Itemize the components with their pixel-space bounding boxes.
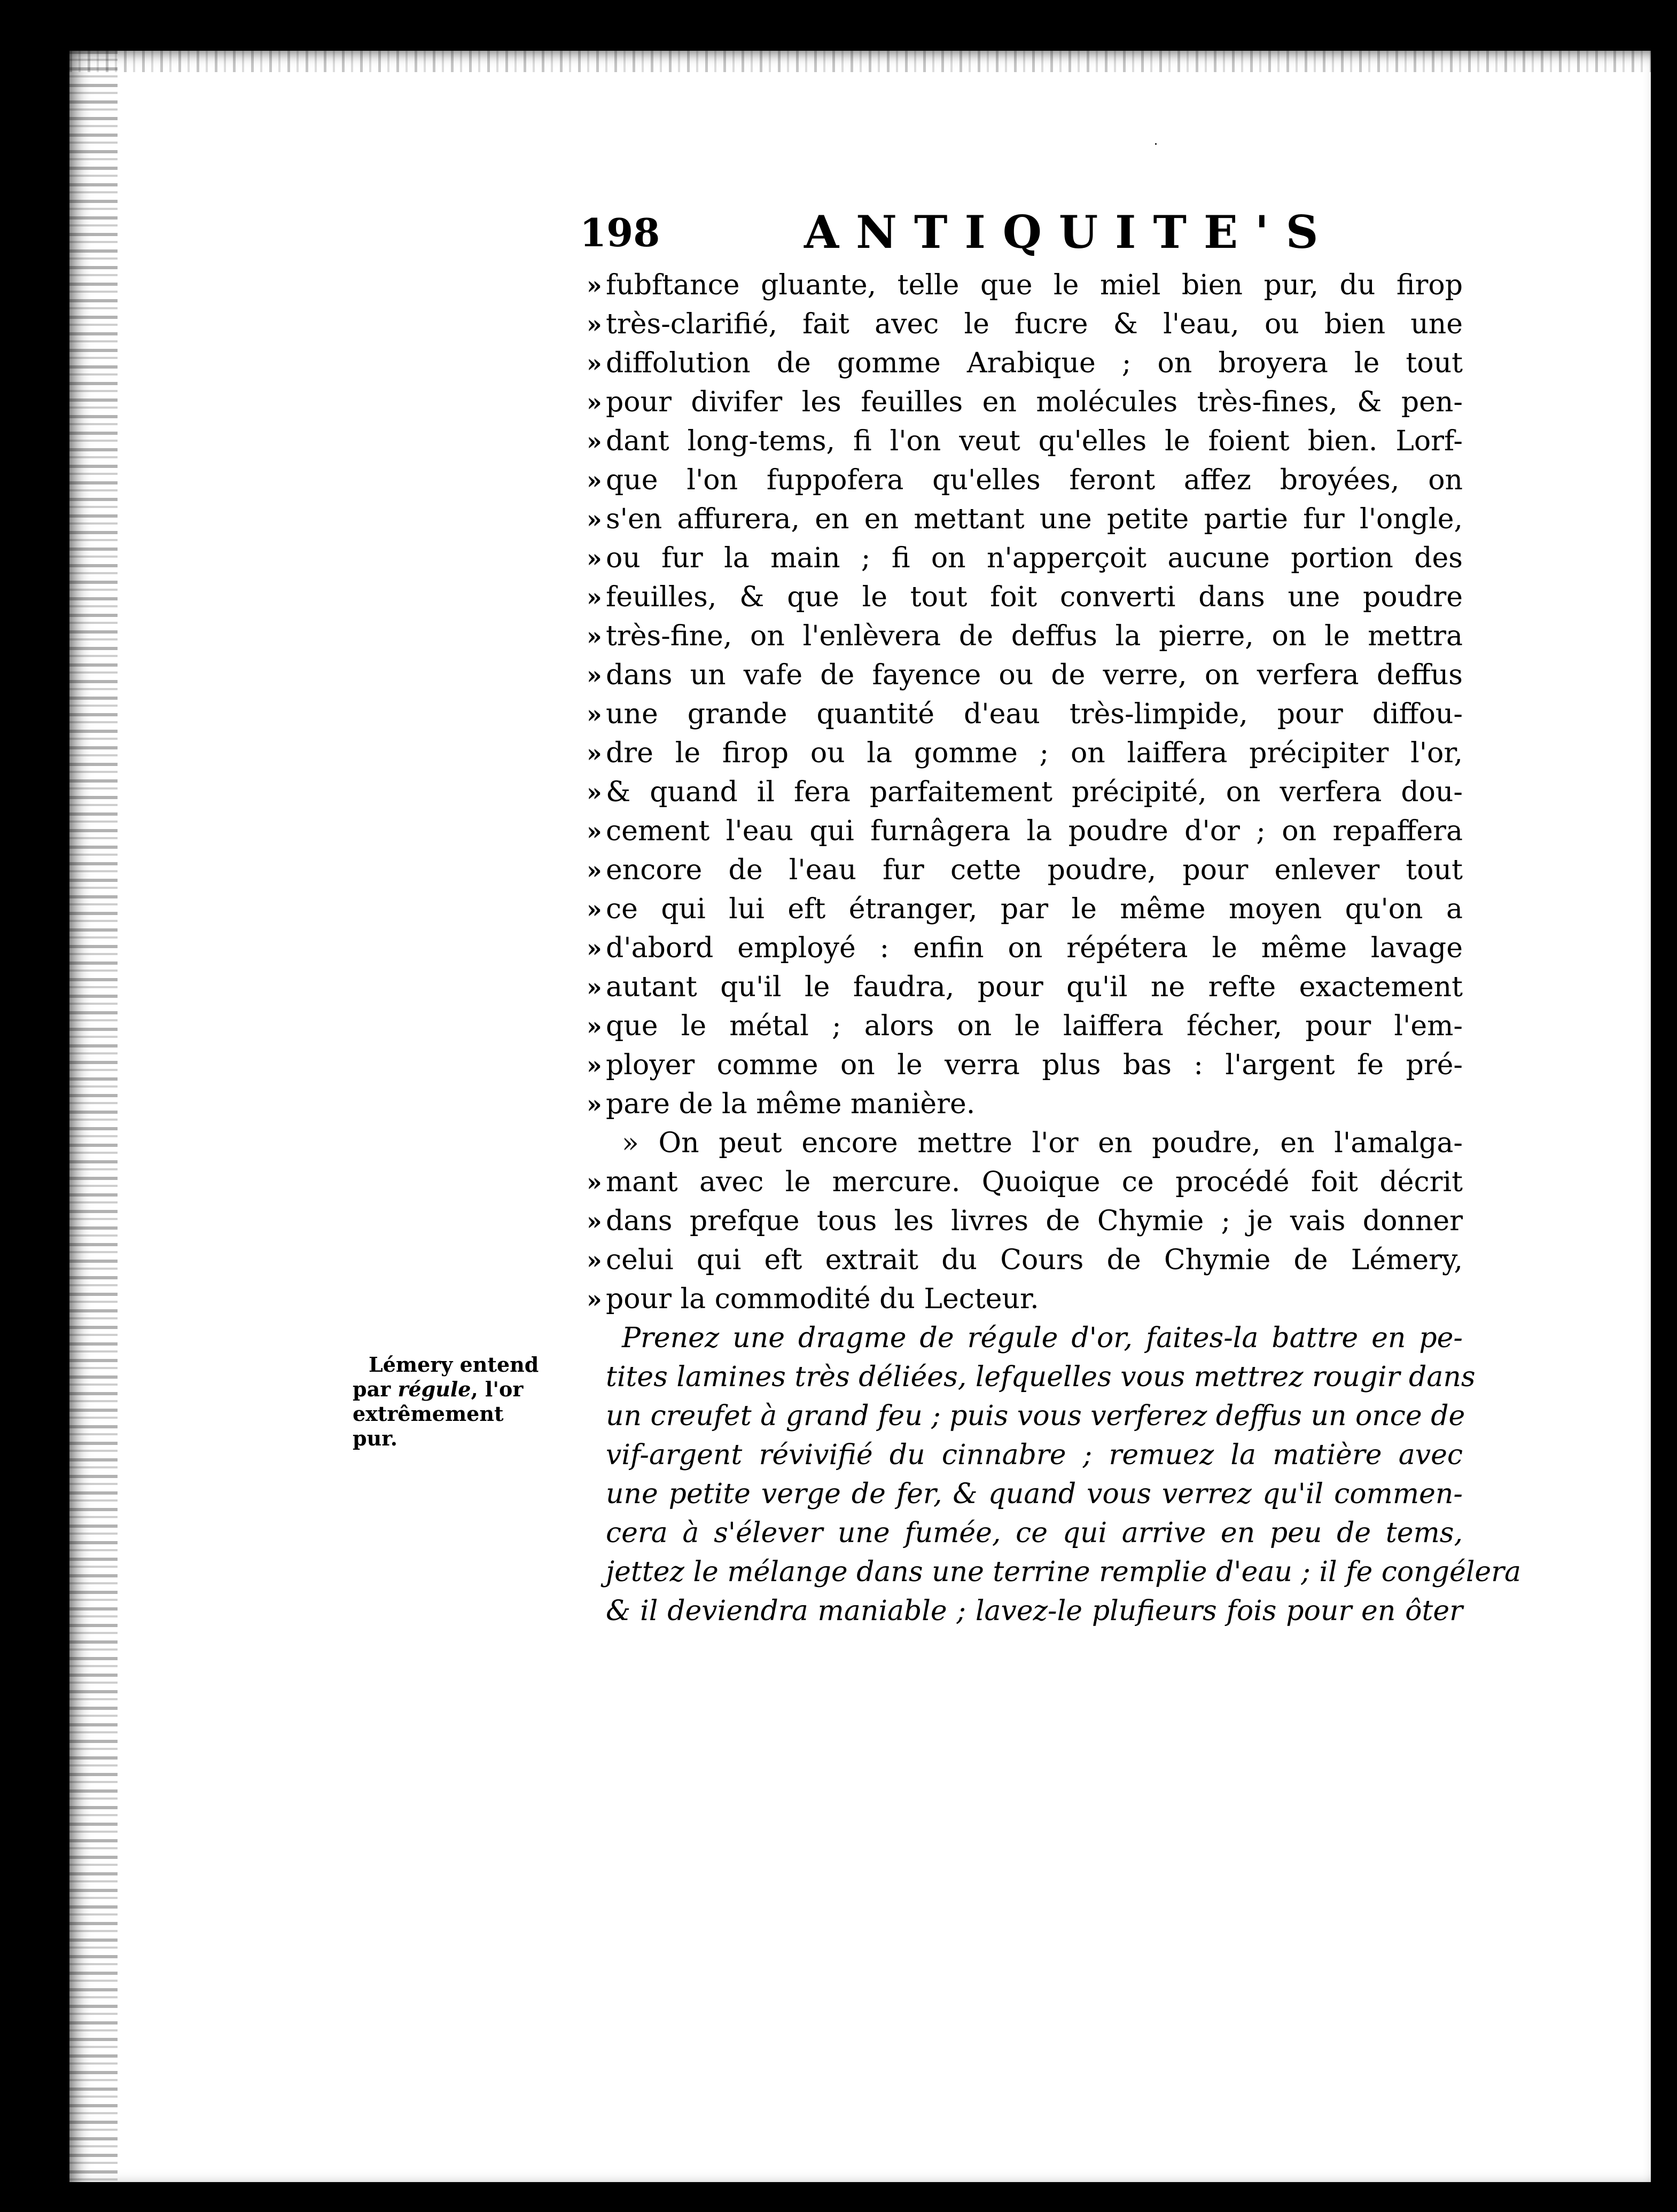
- text-line: [587, 1046, 1463, 1085]
- quotation-mark: »: [587, 700, 602, 729]
- italic-text-line: [587, 1592, 1463, 1631]
- quotation-mark: »: [587, 622, 602, 651]
- line-text: pour divifer les feuilles en molécules très-fines, & pen-: [606, 386, 1463, 418]
- line-text: ployer comme on le verra plus bas : l'argent fe pré-: [606, 1049, 1463, 1081]
- line-text: encore de l'eau fur cette poudre, pour enlever tout: [606, 854, 1463, 886]
- italic-text-line: [587, 1436, 1463, 1475]
- line-text: très-clarifié, fait avec le fucre & l'eau, ou bien une: [606, 308, 1463, 340]
- text-line: [587, 734, 1463, 773]
- line-text: ce qui lui eft étranger, par le même moyen qu'on a: [606, 893, 1463, 925]
- text-line: [587, 500, 1463, 539]
- quotation-mark: »: [587, 388, 602, 417]
- binding-edge-shadow: [69, 51, 118, 2182]
- quotation-mark: »: [587, 1012, 602, 1041]
- quotation-mark: »: [587, 1246, 602, 1275]
- text-line: [587, 1085, 1463, 1124]
- running-title: ANTIQUITE'S: [804, 206, 1336, 259]
- quotation-mark: »: [587, 661, 602, 690]
- text-line: [587, 383, 1463, 422]
- text-line: [587, 968, 1463, 1007]
- text-line: [587, 1124, 1463, 1163]
- quotation-mark: »: [587, 895, 602, 924]
- line-text: dans prefque tous les livres de Chymie ; je vais donner: [606, 1205, 1463, 1237]
- italic-text-line: [587, 1358, 1476, 1397]
- italic-text-line: [587, 1514, 1463, 1553]
- line-text: que le métal ; alors on le laiffera fécher, pour l'em-: [606, 1010, 1463, 1042]
- text-line: [587, 344, 1463, 383]
- quotation-mark: »: [587, 349, 602, 378]
- quotation-mark: »: [587, 427, 602, 456]
- specks: [1155, 143, 1157, 145]
- text-line: [587, 695, 1463, 734]
- quotation-mark: »: [587, 817, 602, 846]
- quotation-mark: »: [587, 934, 602, 963]
- text-line: [587, 929, 1463, 968]
- text-line: [587, 656, 1463, 695]
- line-text: & quand il fera parfaitement précipité, on verfera dou-: [606, 776, 1463, 808]
- quotation-mark: »: [587, 505, 602, 534]
- margin-note-line: Lémery entend: [369, 1353, 539, 1377]
- quotation-mark: »: [587, 1090, 602, 1119]
- text-line: [587, 617, 1463, 656]
- text-line: [587, 812, 1463, 851]
- margin-note-line: extrêmement: [353, 1402, 504, 1426]
- quotation-mark: »: [587, 1051, 602, 1080]
- line-text: d'abord employé : enfin on répétera le même lavage: [606, 932, 1463, 964]
- line-text: dre le firop ou la gomme ; on laiffera précipiter l'or,: [606, 737, 1463, 769]
- line-text: que l'on fuppofera qu'elles feront affez broyées, on: [606, 464, 1463, 496]
- quotation-mark: »: [587, 973, 602, 1002]
- line-text: ou fur la main ; fi on n'apperçoit aucune portion des: [606, 542, 1463, 574]
- body-text: [587, 266, 1522, 1631]
- line-text: autant qu'il le faudra, pour qu'il ne refte exactement: [606, 971, 1463, 1003]
- italic-text-line: [587, 1475, 1463, 1514]
- italic-text-line: [587, 1553, 1522, 1592]
- text-line: [587, 422, 1463, 461]
- line-text: fubftance gluante, telle que le miel bien pur, du firop: [606, 269, 1463, 301]
- text-line: [587, 890, 1463, 929]
- line-text: une grande quantité d'eau très-limpide, pour diffou-: [606, 698, 1463, 730]
- line-text: feuilles, & que le tout foit converti dans une poudre: [606, 581, 1463, 613]
- quotation-mark: »: [587, 1207, 602, 1236]
- text-line: [587, 266, 1463, 305]
- line-text: très-fine, on l'enlèvera de deffus la pierre, on le mettra: [606, 620, 1463, 652]
- line-text: cera à s'élever une fumée, ce qui arrive en peu de tems,: [606, 1517, 1463, 1549]
- margin-note-line: pur.: [353, 1426, 397, 1450]
- line-text: s'en affurera, en en mettant une petite partie fur l'ongle,: [606, 503, 1463, 535]
- quotation-mark: »: [587, 739, 602, 768]
- line-text: tites lamines très déliées, lefquelles vous mettrez rougir dans: [606, 1361, 1476, 1393]
- quotation-mark: »: [587, 544, 602, 573]
- italic-text-line: [587, 1397, 1463, 1436]
- line-text: diffolution de gomme Arabique ; on broyera le tout: [606, 347, 1463, 379]
- quotation-mark: »: [587, 310, 602, 339]
- top-edge-shadow: [69, 51, 1651, 72]
- line-text: vif-argent révivifié du cinnabre ; remuez la matière avec: [606, 1439, 1463, 1471]
- line-text: cement l'eau qui furnâgera la poudre d'or ; on repaffera: [606, 815, 1463, 847]
- line-text: » On peut encore mettre l'or en poudre, en l'amalga-: [622, 1127, 1463, 1159]
- text-line: [587, 1280, 1463, 1319]
- text-line: [587, 773, 1463, 812]
- line-text: un creufet à grand feu ; puis vous verferez deffus un once de: [606, 1400, 1465, 1432]
- text-line: [587, 1202, 1463, 1241]
- quotation-mark: »: [587, 778, 602, 807]
- text-line: [587, 1007, 1463, 1046]
- quotation-mark: »: [587, 856, 602, 885]
- margin-note: [353, 1353, 556, 1451]
- quotation-mark: »: [587, 583, 602, 612]
- line-text: mant avec le mercure. Quoique ce procédé foit décrit: [606, 1166, 1463, 1198]
- text-line: [587, 1241, 1463, 1280]
- quotation-mark: »: [587, 1285, 602, 1314]
- line-text: pare de la même manière.: [606, 1088, 976, 1120]
- quotation-mark: »: [587, 1168, 602, 1197]
- margin-note-line: par régule, l'or: [353, 1377, 524, 1401]
- text-line: [587, 578, 1463, 617]
- line-text: pour la commodité du Lecteur.: [606, 1283, 1039, 1315]
- quotation-mark: »: [587, 466, 602, 495]
- line-text: celui qui eft extrait du Cours de Chymie de Lémery,: [606, 1244, 1463, 1276]
- text-line: [587, 851, 1463, 890]
- line-text: & il deviendra maniable ; lavez-le plufieurs fois pour en ôter: [606, 1595, 1463, 1627]
- line-text: dant long-tems, fi l'on veut qu'elles le foient bien. Lorf-: [606, 425, 1463, 457]
- text-line: [587, 1163, 1463, 1202]
- line-text: dans un vafe de fayence ou de verre, on verfera deffus: [606, 659, 1463, 691]
- line-text: jettez le mélange dans une terrine remplie d'eau ; il fe congélera: [606, 1556, 1522, 1588]
- text-line: [587, 539, 1463, 578]
- page-header: [580, 206, 1467, 264]
- text-line: [587, 461, 1463, 500]
- italic-text-line: [587, 1319, 1463, 1358]
- text-line: [587, 305, 1463, 344]
- page-number: 198: [580, 210, 660, 255]
- line-text: Prenez une dragme de régule d'or, faites-la battre en pe-: [622, 1322, 1463, 1354]
- line-text: une petite verge de fer, & quand vous verrez qu'il commen-: [606, 1478, 1463, 1510]
- quotation-mark: »: [587, 271, 602, 300]
